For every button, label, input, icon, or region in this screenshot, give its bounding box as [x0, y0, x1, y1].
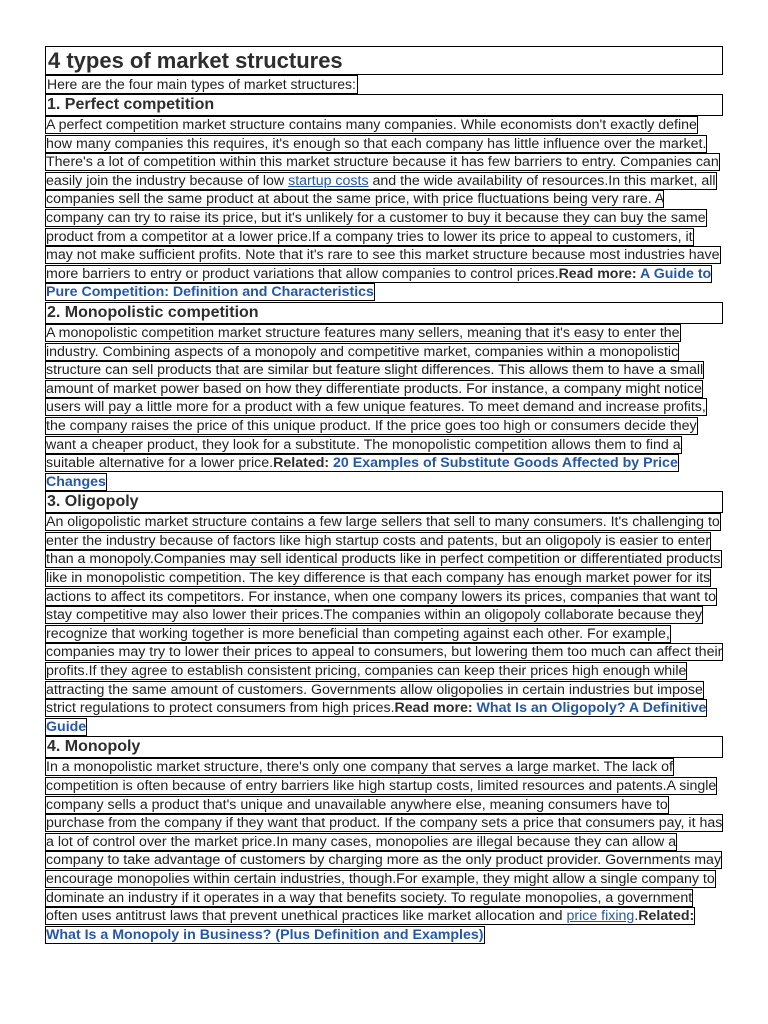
article: [45, 46, 723, 944]
intro-text: Here are the four main types of market structures:: [47, 76, 356, 92]
body-text: An oligopolistic market structure contains a few large sellers that sell to many consumers. It's challenging to enter the industry because of factors like high startup costs and patents, but an oligopoly is easier to enter than a monopoly.Companies may sell identical products like in perfect competition or differentiated products like in monopolistic competition. The key difference is that each company has enough market power for its actions to affect its competitors. For instance, when one company lowers its prices, companies that want to stay competitive may also lower their prices.The companies within an oligopoly collaborate because they recognize that working together is more beneficial than competing against each other. For example, companies may try to lower their prices to appeal to consumers, but lowering them too much can affect their profits.If they agree to establish consistent pricing, companies can keep their prices high enough while attracting the same amount of customers. Governments allow oligopolies in certain industries but impose strict regulations to protect consumers from high prices.: [46, 514, 723, 717]
body-text: A perfect competition market structure contains many companies. While economists don't exactly define how many companies this requires, it's enough so that each company has little influence over the market. There's a lot of competition within this market structure because it has few barriers to entry. Companies can easily join the industry because of low: [46, 117, 719, 189]
body-text: In a monopolistic market structure, there's only one company that serves a large market. The lack of competition is often because of entry barriers like high startup costs, limited resources and patents.A single company sells a product that's unique and unavailable anywhere else, meaning consumers have to purchase from the company if they want that product. If the company sets a price that consumers pay, it has a lot of control over the market price.In many cases, monopolies are illegal because they can allow a company to take advantage of customers by charging more as the only product provider. Governments may encourage monopolies within certain industries, though.For example, they might allow a single company to dominate an industry if it operates in a way that benefits society. To regulate monopolies, a government often uses antitrust laws that prevent unethical practices like market allocation and: [46, 759, 723, 925]
section-perfect-competition: [45, 94, 723, 302]
section-heading: 2. Monopolistic competition: [45, 302, 723, 324]
related-link-oligopoly-guide[interactable]: What Is an Oligopoly? A Definitive Guide: [46, 700, 707, 735]
related-label: Read more:: [558, 265, 641, 282]
related-link-monopoly[interactable]: What Is a Monopoly in Business? (Plus Definition and Examples): [46, 926, 484, 943]
section-heading: 1. Perfect competition: [45, 94, 723, 116]
related-link-pure-competition[interactable]: A Guide to Pure Competition: Definition and Characteristics: [46, 265, 712, 301]
related-link-substitute-goods[interactable]: 20 Examples of Substitute Goods Affected by Price Changes: [46, 455, 678, 490]
section-body: [45, 758, 723, 944]
related-label: Related:: [273, 455, 334, 472]
body-text: .: [634, 908, 639, 925]
related-label: Read more:: [394, 700, 477, 717]
section-body: [45, 116, 723, 302]
body-text: and the wide availability of resources.In this market, all companies sell the same product at about the same price, with price fluctuations being very rare. A company can try to raise its price, but it's unlikely for a customer to buy it because they can buy the same product from a competitor at a lower price.If a company tries to lower its price to appeal to customers, it may not make sufficient profits. Note that it's rare to see this market structure because most industries have more barriers to entry or product variations that allow companies to control prices.: [46, 172, 720, 282]
section-heading: 3. Oligopoly: [45, 491, 723, 513]
startup-costs-link[interactable]: startup costs: [288, 172, 369, 189]
section-monopoly: [45, 736, 723, 944]
body-text: A monopolistic competition market structure features many sellers, meaning that it's easy to enter the industry. Combining aspects of a monopoly and competitive market, companies within a monopolistic structure can sell products that are similar but feature slight differences. This allows them to have a small amount of market power based on how they differentiate products. For instance, a company might notice users will pay a little more for a product with a few unique features. To meet demand and increase profits, the company raises the price of this unique product. If the price goes too high or consumers decide they want a cheaper product, they look for a substitute. The monopolistic competition allows them to find a suitable alternative for a lower price.: [46, 324, 706, 472]
page-title: 4 types of market structures: [45, 46, 723, 75]
price-fixing-link[interactable]: price fixing: [566, 908, 635, 925]
related-label: Related:: [638, 908, 695, 925]
section-oligopoly: [45, 491, 723, 736]
section-heading: 4. Monopoly: [45, 736, 723, 758]
section-monopolistic-competition: [45, 302, 723, 491]
section-body: [45, 513, 723, 736]
section-body: [45, 324, 723, 491]
